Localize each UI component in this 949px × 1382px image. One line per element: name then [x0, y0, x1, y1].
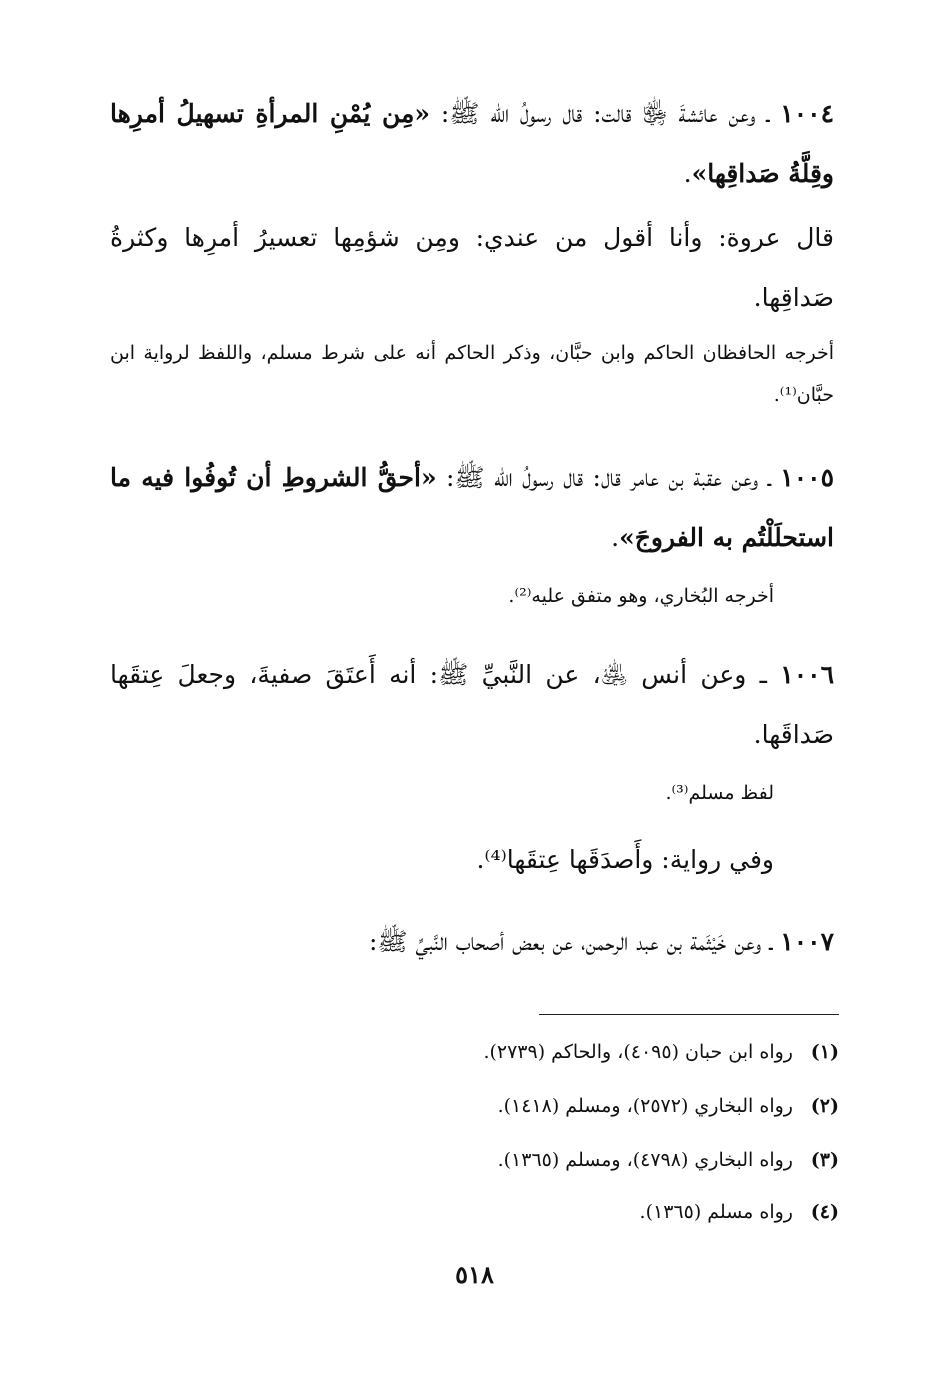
- footnote-number: (٣): [810, 1149, 839, 1171]
- takhrij-1004: أخرجه الحافظان الحاكم وابن حبَّان، وذكر الحاكم أنه على شرط مسلم، واللفظ لرواية ابن حبَّان⁽¹⁾.: [110, 342, 834, 406]
- footnote-text: رواه مسلم (١٣٦٥).: [639, 1201, 793, 1223]
- hadith-text: ـ وعن خَيْثَمة بن عبد الرحمن، عن بعض أصحاب النَّبيِّ ﷺ:: [368, 927, 781, 956]
- footnote-number: (١): [810, 1041, 839, 1063]
- hadith-intro: ـ وعن عقبة بن عامر قال: قال رسولُ الله ﷺ:: [436, 463, 781, 492]
- hadith-quote: «مِن يُمْنِ المرأةِ تسهيلُ أمرِها وقِلَّةُ صَداقِها»: [110, 99, 834, 188]
- muslim-wording: لفظ مسلم⁽³⁾.: [665, 782, 774, 804]
- hadith-end: .: [611, 523, 620, 552]
- hadith-number: ١٠٠٧: [780, 927, 834, 956]
- footnote-2: [110, 1091, 839, 1121]
- footnote-text: رواه البخاري (٤٧٩٨)، ومسلم (١٣٦٥).: [497, 1149, 793, 1171]
- hadith-1007: [110, 912, 834, 972]
- hadith-quote: «أحقُّ الشروطِ أن تُوفُوا فيه ما استحلَلْتُم به الفروجَ»: [110, 463, 834, 552]
- hadith-end: .: [683, 159, 692, 188]
- hadith-1004: [110, 84, 834, 204]
- hadith-text: ـ وعن أنس ﵁، عن النَّبيِّ ﷺ: أنه أَعتَقَ صفيةَ، وجعلَ عِتقَها صَداقَها.: [110, 660, 834, 749]
- page-number: ٥١٨: [455, 1260, 494, 1289]
- footnote-number: (٤): [810, 1201, 839, 1223]
- takhrij-1005: أخرجه البُخاري، وهو متفق عليه⁽²⁾.: [508, 585, 774, 607]
- hadith-number: ١٠٠٦: [780, 660, 834, 689]
- footnote-1: [110, 1037, 839, 1067]
- footnote-number: (٢): [810, 1095, 839, 1117]
- footnote-4: [110, 1197, 839, 1227]
- hadith-1005: [110, 448, 834, 568]
- footnote-text: رواه ابن حبان (٤٠٩٥)، والحاكم (٢٧٣٩).: [483, 1041, 793, 1063]
- footnote-3: [110, 1145, 839, 1175]
- hadith-number: ١٠٠٤: [780, 99, 834, 128]
- urwa-saying: قال عروة: وأنا أقول من عندي: ومِن شؤمِها تعسيرُ أمرِها وكثرةُ صَداقِها.: [110, 223, 834, 312]
- hadith-intro: ـ وعن عائشةَ ﵂ قالت: قال رسولُ الله ﷺ:: [430, 99, 781, 128]
- hadith-1006: [110, 645, 834, 765]
- hadith-number: ١٠٠٥: [780, 463, 834, 492]
- footnote-text: رواه البخاري (٢٥٧٢)، ومسلم (١٤١٨).: [497, 1095, 793, 1117]
- footnote-divider: [539, 1014, 839, 1015]
- other-narration: وفي رواية: وأَصدَقَها عِتقَها⁽⁴⁾.: [476, 845, 774, 874]
